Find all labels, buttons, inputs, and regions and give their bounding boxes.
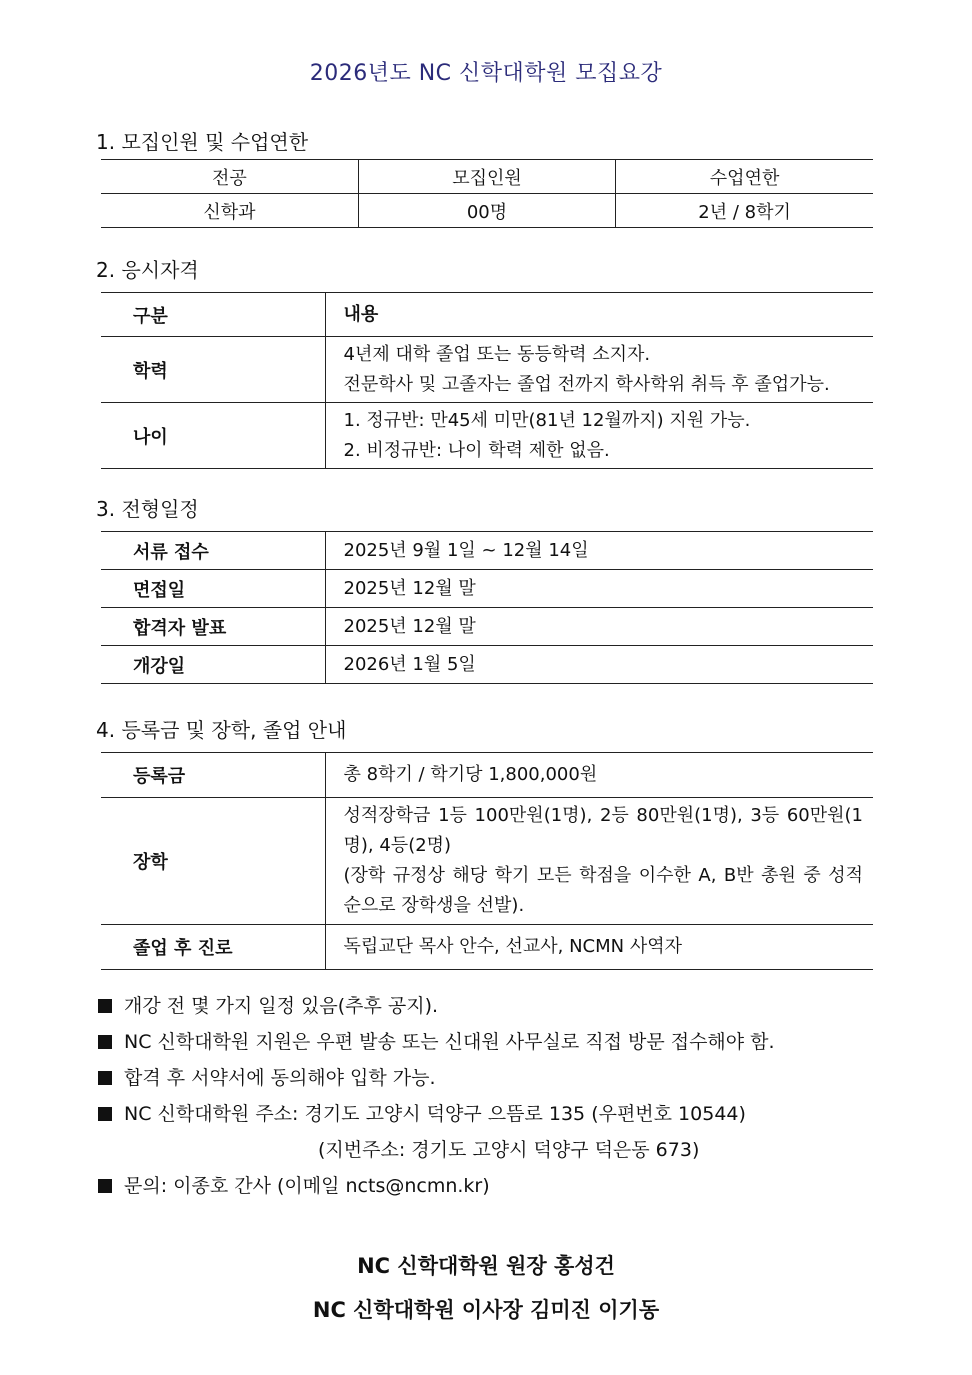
section-heading-tuition: 4. 등록금 및 장학, 졸업 안내	[96, 718, 347, 742]
note-text: 개강 전 몇 가지 일정 있음(추후 공지).	[124, 995, 439, 1017]
square-bullet-icon	[98, 1107, 112, 1121]
note-text: NC 신학대학원 지원은 우편 발송 또는 신대원 사무실로 직접 방문 접수해야 함.	[124, 1031, 775, 1053]
row-value: 2026년 1월 5일	[325, 646, 873, 684]
note-item	[98, 1096, 775, 1132]
row-key: 서류 접수	[101, 532, 325, 570]
row-line: 2. 비정규반: 나이 학력 제한 없음.	[343, 439, 610, 461]
row-value: 독립교단 목사 안수, 선교사, NCMN 사역자	[325, 925, 873, 970]
square-bullet-icon	[98, 1035, 112, 1049]
row-value	[325, 337, 873, 403]
row-value: 2025년 12월 말	[325, 570, 873, 608]
section-heading-recruitment: 1. 모집인원 및 수업연한	[96, 130, 309, 154]
tuition-table	[101, 752, 873, 970]
row-key: 학력	[101, 337, 325, 403]
row-value: 2025년 9월 1일 ~ 12월 14일	[325, 532, 873, 570]
row-value: 총 8학기 / 학기당 1,800,000원	[325, 753, 873, 798]
row-line: 전문학사 및 고졸자는 졸업 전까지 학사학위 취득 후 졸업가능.	[343, 373, 830, 395]
square-bullet-icon	[98, 1071, 112, 1085]
table-header: 수업연한	[616, 160, 873, 194]
signature-president: NC 신학대학원 원장 홍성건	[357, 1254, 615, 1278]
section-heading-schedule: 3. 전형일정	[96, 497, 199, 521]
note-item	[98, 1168, 775, 1204]
table-cell: 00명	[358, 194, 615, 228]
note-text: 문의: 이종호 간사 (이메일 ncts@ncmn.kr)	[124, 1175, 490, 1197]
row-value	[325, 798, 873, 925]
table-header: 모집인원	[358, 160, 615, 194]
recruitment-table	[101, 159, 873, 228]
note-item	[98, 1060, 775, 1096]
square-bullet-icon	[98, 999, 112, 1013]
table-header: 내용	[325, 293, 873, 337]
note-item	[98, 1132, 775, 1168]
schedule-table	[101, 531, 873, 684]
row-key: 나이	[101, 403, 325, 469]
row-key: 등록금	[101, 753, 325, 798]
note-item	[98, 988, 775, 1024]
square-bullet-icon	[98, 1179, 112, 1193]
note-item	[98, 1024, 775, 1060]
note-text: 합격 후 서약서에 동의해야 입학 가능.	[124, 1067, 436, 1089]
row-key: 장학	[101, 798, 325, 925]
note-text: (지번주소: 경기도 고양시 덕양구 덕은동 673)	[318, 1139, 700, 1161]
row-line: 1. 정규반: 만45세 미만(81년 12월까지) 지원 가능.	[343, 409, 751, 431]
page-title: 2026년도 NC 신학대학원 모집요강	[309, 61, 663, 86]
row-key: 합격자 발표	[101, 608, 325, 646]
table-cell: 2년 / 8학기	[616, 194, 873, 228]
row-value	[325, 403, 873, 469]
note-text: NC 신학대학원 주소: 경기도 고양시 덕양구 으뜸로 135 (우편번호 10544)	[124, 1103, 746, 1125]
notes-list	[98, 988, 775, 1204]
table-header: 전공	[101, 160, 358, 194]
row-line: 성적장학금 1등 100만원(1명), 2등 80만원(1명), 3등 60만원(1명), 4등(2명)	[343, 805, 863, 856]
section-heading-qualification: 2. 응시자격	[96, 258, 199, 282]
row-line: 4년제 대학 졸업 또는 동등학력 소지자.	[343, 343, 651, 365]
row-line: (장학 규정상 해당 학기 모든 학점을 이수한 A, B반 총원 중 성적 순으로 장학생을 선발).	[343, 865, 863, 916]
row-key: 개강일	[101, 646, 325, 684]
row-key: 졸업 후 진로	[101, 925, 325, 970]
qualification-table	[101, 292, 873, 469]
table-header: 구분	[101, 293, 325, 337]
table-cell: 신학과	[101, 194, 358, 228]
row-key: 면접일	[101, 570, 325, 608]
signature-chairman: NC 신학대학원 이사장 김미진 이기동	[312, 1298, 660, 1322]
row-value: 2025년 12월 말	[325, 608, 873, 646]
